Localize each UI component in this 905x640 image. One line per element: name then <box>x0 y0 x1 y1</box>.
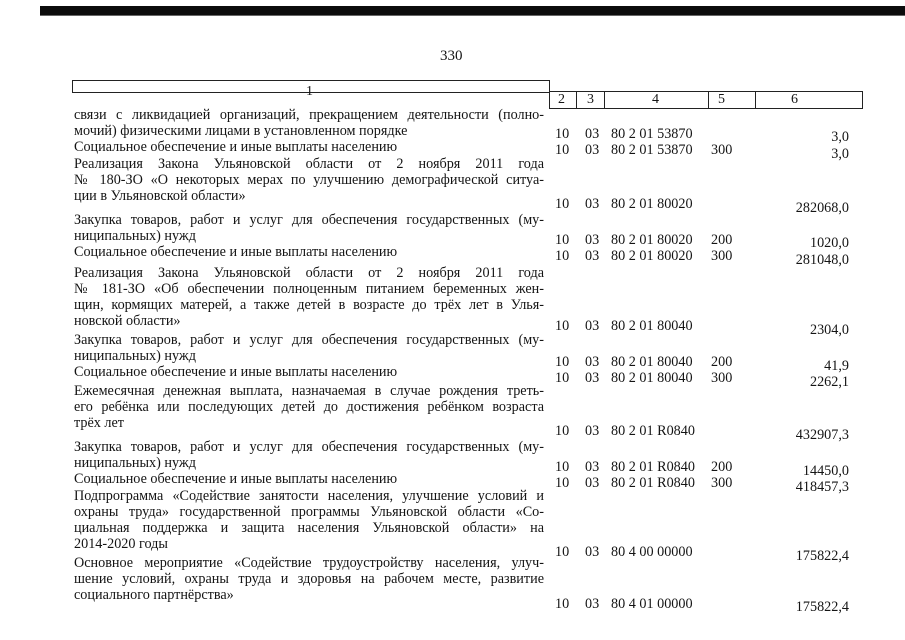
cell-amount: 3,0 <box>831 146 849 162</box>
cell-subsection: 03 <box>585 423 600 439</box>
cell-amount: 3,0 <box>831 129 849 145</box>
cell-target-article: 80 2 01 80020 <box>611 196 693 212</box>
cell-target-article: 80 2 01 R0840 <box>611 475 695 491</box>
cell-subsection: 03 <box>585 318 600 334</box>
text-line: № 181-ЗО «Об обеспечении полноценным питанием беременных жен- <box>74 281 544 297</box>
cell-target-article: 80 4 00 00000 <box>611 544 693 560</box>
cell-subsection: 03 <box>585 354 600 370</box>
cell-section: 10 <box>555 354 570 370</box>
cell-subsection: 03 <box>585 248 600 264</box>
cell-target-article: 80 2 01 53870 <box>611 126 693 142</box>
cell-amount: 1020,0 <box>809 235 849 251</box>
cell-expense-type: 200 <box>711 354 733 370</box>
header-label-6: 6 <box>791 92 798 107</box>
text-line: ции в Ульяновской области» <box>74 188 246 204</box>
page-number: 330 <box>440 48 463 64</box>
text-line: Социальное обеспечение и иные выплаты населению <box>74 364 398 380</box>
cell-section: 10 <box>555 544 570 560</box>
cell-expense-type: 200 <box>711 459 733 475</box>
cell-section: 10 <box>555 423 570 439</box>
header-cell-6 <box>755 91 863 109</box>
cell-target-article: 80 4 01 00000 <box>611 596 693 612</box>
text-line: социального партнёрства» <box>74 587 234 603</box>
text-line: № 180-ЗО «О некоторых мерах по улучшению демографической ситуа- <box>74 172 544 188</box>
cell-amount: 418457,3 <box>795 479 849 495</box>
cell-section: 10 <box>555 370 570 386</box>
cell-section: 10 <box>555 596 570 612</box>
text-line: Реализация Закона Ульяновской области от 2 ноября 2011 года <box>74 265 544 281</box>
text-line: его ребёнка или последующих детей до достижения ребёнком возраста <box>74 399 544 415</box>
text-line: Основное мероприятие «Содействие трудоустройству населения, улуч- <box>74 555 544 571</box>
text-line: Закупка товаров, работ и услуг для обеспечения государственных (му- <box>74 332 544 348</box>
cell-amount: 175822,4 <box>795 599 849 615</box>
text-line: ниципальных) нужд <box>74 455 196 471</box>
cell-amount: 2304,0 <box>809 322 849 338</box>
cell-subsection: 03 <box>585 232 600 248</box>
cell-amount: 175822,4 <box>795 548 849 564</box>
cell-amount: 432907,3 <box>795 427 849 443</box>
cell-subsection: 03 <box>585 142 600 158</box>
cell-target-article: 80 2 01 80020 <box>611 248 693 264</box>
text-line: ниципальных) нужд <box>74 348 196 364</box>
cell-target-article: 80 2 01 R0840 <box>611 423 695 439</box>
text-line: шение условий, охраны труда и здоровья на рабочем месте, развитие <box>74 571 544 587</box>
cell-subsection: 03 <box>585 596 600 612</box>
cell-subsection: 03 <box>585 196 600 212</box>
cell-subsection: 03 <box>585 475 600 491</box>
header-label-1: 1 <box>306 84 313 99</box>
cell-target-article: 80 2 01 80020 <box>611 232 693 248</box>
header-label-5: 5 <box>718 92 725 107</box>
text-line: Реализация Закона Ульяновской области от 2 ноября 2011 года <box>74 156 544 172</box>
text-line: мочий) физическими лицами в установленном порядке <box>74 123 408 139</box>
cell-section: 10 <box>555 232 570 248</box>
cell-target-article: 80 2 01 R0840 <box>611 459 695 475</box>
cell-subsection: 03 <box>585 459 600 475</box>
text-line: трёх лет <box>74 415 124 431</box>
cell-amount: 14450,0 <box>802 463 849 479</box>
text-line: охраны труда» государственной программы Ульяновской области «Со- <box>74 504 544 520</box>
top-edge-bar <box>40 6 905 15</box>
text-line: новской области» <box>74 313 181 329</box>
text-line: Социальное обеспечение и иные выплаты населению <box>74 244 398 260</box>
cell-expense-type: 300 <box>711 142 733 158</box>
text-line: ниципальных) нужд <box>74 228 196 244</box>
text-line: 2014-2020 годы <box>74 536 168 552</box>
cell-target-article: 80 2 01 53870 <box>611 142 693 158</box>
cell-expense-type: 300 <box>711 248 733 264</box>
cell-amount: 282068,0 <box>795 200 849 216</box>
text-line: Подпрограмма «Содействие занятости населения, улучшение условий и <box>74 488 544 504</box>
header-label-3: 3 <box>587 92 594 107</box>
cell-section: 10 <box>555 475 570 491</box>
text-line: Ежемесячная денежная выплата, назначаемая в случае рождения треть- <box>74 383 544 399</box>
cell-subsection: 03 <box>585 544 600 560</box>
cell-expense-type: 200 <box>711 232 733 248</box>
cell-subsection: 03 <box>585 126 600 142</box>
cell-section: 10 <box>555 142 570 158</box>
header-label-4: 4 <box>652 92 659 107</box>
cell-section: 10 <box>555 126 570 142</box>
text-line: Социальное обеспечение и иные выплаты населению <box>74 471 398 487</box>
text-line: Закупка товаров, работ и услуг для обеспечения государственных (му- <box>74 212 544 228</box>
cell-section: 10 <box>555 318 570 334</box>
cell-section: 10 <box>555 196 570 212</box>
text-line: щин, кормящих матерей, а также детей в возрасте до трёх лет в Улья- <box>74 297 544 313</box>
cell-target-article: 80 2 01 80040 <box>611 318 693 334</box>
cell-expense-type: 300 <box>711 370 733 386</box>
header-label-2: 2 <box>558 92 565 107</box>
top-edge-line <box>40 15 905 16</box>
cell-target-article: 80 2 01 80040 <box>611 354 693 370</box>
text-line: циальная поддержка и защита населения Ульяновской области» на <box>74 520 544 536</box>
text-line: Закупка товаров, работ и услуг для обеспечения государственных (му- <box>74 439 544 455</box>
cell-subsection: 03 <box>585 370 600 386</box>
cell-amount: 2262,1 <box>809 374 849 390</box>
cell-amount: 281048,0 <box>795 252 849 268</box>
cell-section: 10 <box>555 248 570 264</box>
cell-section: 10 <box>555 459 570 475</box>
header-cell-5 <box>708 91 756 109</box>
text-line: Социальное обеспечение и иные выплаты населению <box>74 139 398 155</box>
cell-target-article: 80 2 01 80040 <box>611 370 693 386</box>
cell-expense-type: 300 <box>711 475 733 491</box>
cell-amount: 41,9 <box>824 358 849 374</box>
text-line: связи с ликвидацией организаций, прекращением деятельности (полно- <box>74 107 544 123</box>
